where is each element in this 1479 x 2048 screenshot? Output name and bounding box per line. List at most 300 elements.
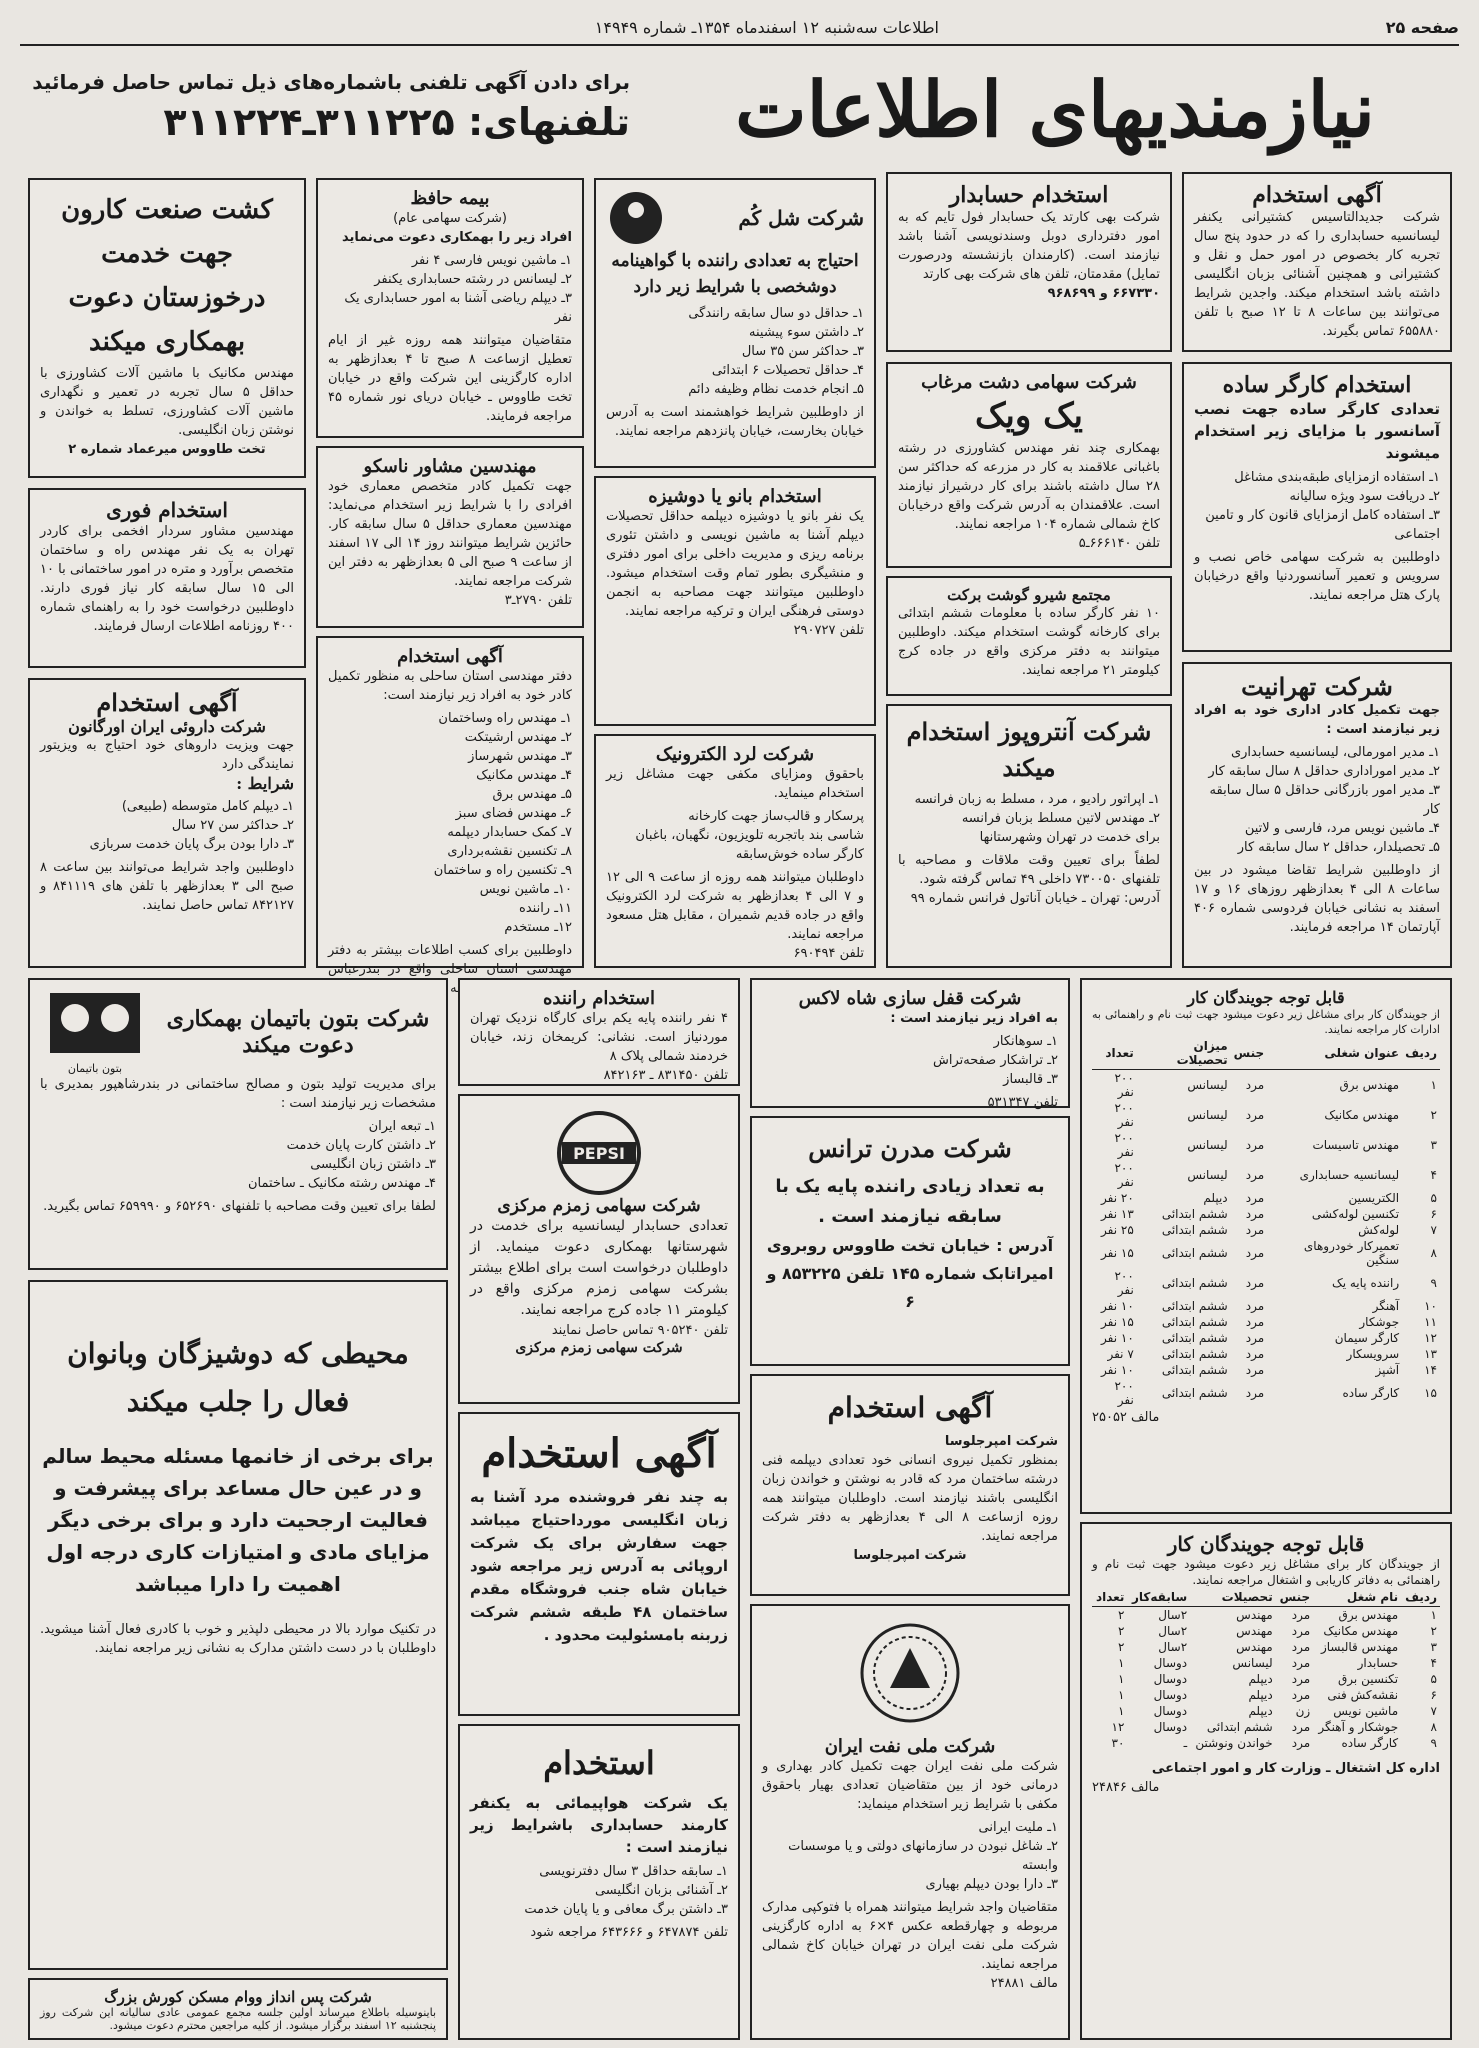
baton-contact: لطفا برای تعیین وقت مصاحبه با تلفنهای ۶۵۲۶۹۰ و ۶۵۹۹۹۰ تماس بگیرید. [43, 1199, 436, 1214]
table-cell: ششم ابتدائی [1161, 1363, 1228, 1377]
shellcom-contact: از داوطلبین شرایط خواهشمند است به آدرس خیابان بخارست، خیابان پانزدهم مراجعه نمایند. [606, 405, 864, 439]
table-cell: دوسال [1153, 1704, 1188, 1718]
ad-bimeh [316, 178, 584, 438]
table-cell: ۵ [1430, 1191, 1437, 1205]
kar1-col-header: تعداد [1092, 1037, 1137, 1070]
ad-lord [594, 734, 876, 968]
kar1-col-header: عنوان شغلی [1267, 1037, 1402, 1070]
kar2-table [1092, 1588, 1440, 1751]
banu-title: استخدام بانو یا دوشیزه [648, 486, 822, 507]
entropoz-item: ۱ـ اپراتور رادیو ، مرد ، مسلط به زبان فرانسه [914, 792, 1160, 807]
table-cell: ۷ نفر [1107, 1347, 1134, 1361]
table-cell: ۱۵ نفر [1101, 1315, 1134, 1329]
table-cell: لیسانس [1187, 1108, 1228, 1122]
shellcom-item: ۱ـ حداقل دو سال سابقه رانندگی [688, 306, 864, 321]
table-cell: ششم ابتدائی [1161, 1207, 1228, 1221]
kargar-sadeh-item: ۳ـ استفاده کامل ازمزایای قانون کار و تامین اجتماعی [1205, 508, 1440, 542]
table-cell: ۱۲ [1111, 1720, 1125, 1734]
kargar-sadeh-body: تعدادی کارگر ساده جهت نصب آسانسور با مزایای زیر استخدام میشوند [1194, 400, 1440, 462]
fori-body: مهندسین مشاور سردار افخمی برای کاردر تهران به یک نفر مهندس راه و ساختمان متخصص برآورد و متره در امور ساختمانی با ۱۰ الی ۱۵ سال سابقه کار نیاز فوری دارند. داوطلبین درخواست خود را به راهنمای شماره ۴۰۰ روزنامه اطلاعات ارسال فرمایند. [40, 524, 294, 634]
shellcom-title: احتیاج به تعدادی راننده با گواهینامه دوشخصی با شرایط زیر دارد [611, 251, 859, 297]
baton-header [40, 988, 436, 1075]
table-row [1092, 1671, 1440, 1687]
ad-agahi-big [458, 1412, 740, 1716]
sahel-contact: داوطلبین برای کسب اطلاعات بیشتر به دفتر مهندسی استان ساحلی واقع در بندرعباس [328, 943, 572, 977]
sahel-item: ۹ـ تکنسین راه و ساختمان [433, 863, 572, 878]
table-cell: نقشه‌کش فنی [1327, 1688, 1399, 1702]
ranandeh-phone: تلفن ۸۳۱۴۵۰ ـ ۸۴۲۱۶۳ [603, 1068, 728, 1083]
table-cell: ۱ [1117, 1672, 1125, 1686]
table-row [1092, 1378, 1440, 1408]
shellcom-brand: شرکت شل کُم [738, 206, 864, 230]
ad-mohiti [28, 1280, 448, 1970]
table-cell: لیسانسیه حسابداری [1299, 1168, 1400, 1182]
table-cell: ششم ابتدائی [1161, 1223, 1228, 1237]
mohiti-title: محیطی که دوشیزگان وبانوان فعال را جلب میکند [67, 1337, 409, 1418]
bimeh-body: افراد زیر را بهمکاری دعوت می‌نماید [341, 230, 572, 245]
darouei-subtitle: شرکت داروئی ایران اورگانون [68, 717, 266, 736]
karun-address: تخت طاووس میرعماد شماره ۲ [68, 442, 266, 457]
table-cell: دیپلم [1248, 1688, 1273, 1702]
lord-contact: داوطلبان میتوانند همه روزه از ساعت ۹ الی ۱۲ و ۷ الی ۴ بعدازظهر به شرکت لرد الکترونیک واقع در جاده قدیم شمیران ، مقابل هتل مسعود مراجعه نمایند. [606, 870, 864, 942]
shahlax-phone: تلفن ۵۳۱۳۴۷ [987, 1095, 1058, 1110]
nasko-title: مهندسین مشاور ناسکو [363, 456, 537, 477]
havapeyma-item: ۲ـ آشنائی بزبان انگلیسی [594, 1883, 728, 1898]
emperjello-body: بمنظور تکمیل نیروی انسانی خود تعدادی دیپلمه فنی درشته ساختمان مرد که قادر به نوشتن و خواندن زبان انگلیسی باشند نیازمند است. داوطلبان میتوانند همه روزه ازساعت ۸ الی ۴ بعدازظهر به دفتر شرکت مراجعه نمایند. [762, 1453, 1058, 1544]
kar2-col-header: تحصیلات [1190, 1588, 1276, 1607]
table-cell: ششم ابتدائی [1161, 1347, 1228, 1361]
hesabdar-body: شرکت بهی کارتد یک حسابدار فول تایم که به امور دفترداری دوبل وسندنویسی آشنا باشد نیازمند است. (کارمندان بازنشسته ودرصورت تمایل) مقدمتان، تلفن های شرکت بهی کارتد [898, 210, 1160, 282]
kargar-sadeh-title: استخدام کارگر ساده [1222, 372, 1412, 398]
table-row [1092, 1314, 1440, 1330]
table-cell: مهندس مکانیک [1323, 1624, 1399, 1638]
ad-sahel [316, 636, 584, 977]
table-cell: ۲ [1117, 1640, 1125, 1654]
lord-items [606, 807, 864, 864]
pepsi-title: شرکت سهامی زمزم مرکزی [497, 1196, 701, 1216]
table-cell: جوشکار [1359, 1315, 1400, 1329]
lord-body: باحقوق ومزایای مکفی جهت مشاغل زیر استخدام مینماید. [606, 767, 864, 801]
table-row [1092, 1655, 1440, 1671]
bimeh-contact: متقاضیان میتوانند همه روزه غیر از ایام تعطیل ازساعت ۸ صبح تا ۴ بعدازظهر به اداره کارگزینی این شرکت واقع در خیابان تخت طاووس ـ خیابان دریای نور شماره ۴۵ مراجعه فرمایند. [328, 333, 572, 424]
entropoz-items [898, 790, 1160, 847]
lord-item: کارگر ساده خوش‌سابقه [735, 847, 864, 862]
pasandaz-title: شرکت پس انداز ووام مسکن کورش بزرگ [104, 1988, 372, 2006]
phone-box [30, 70, 630, 170]
kar2-body: از جویندگان کار برای مشاغل زیر دعوت میشود جهت ثبت نام و راهنمائی به دفاتر کاریابی و اشتغال مراجعه نمایند. [1092, 1557, 1440, 1587]
masthead-title: نیازمندیهای اطلاعات [735, 65, 1375, 154]
kargar-sadeh-item: ۱ـ استفاده ازمزایای طبقه‌بندی مشاغل [1234, 470, 1440, 485]
hesabdar-title: استخدام حسابدار [949, 182, 1109, 208]
table-cell: ۱۰ نفر [1101, 1363, 1134, 1377]
table-cell: تکنسین لوله‌کشی [1311, 1207, 1400, 1221]
table-cell: لیسانس [1187, 1168, 1228, 1182]
kar2-col-header: جنس [1276, 1588, 1313, 1607]
lord-item: پرسکار و قالب‌ساز جهت کارخانه [688, 809, 864, 824]
emperjello-sign: شرکت امپرجلوسا [853, 1548, 967, 1563]
table-cell: ۲ [1117, 1608, 1125, 1622]
tehranit-item: ۴ـ ماشین نویس مرد، فارسی و لاتین [1244, 821, 1440, 836]
nafti-body: شرکت ملی نفت ایران جهت تکمیل کادر بهداری و درمانی خود از بین متقاضیان تعدادی بهیار باحقوق مکفی با شرایط زیر استخدام مینماید: [762, 1759, 1058, 1812]
nafti-items [762, 1818, 1058, 1894]
table-cell: ۹ [1430, 1736, 1437, 1750]
table-row [1092, 1607, 1440, 1624]
tehranit-title: شرکت تهرانیت [1241, 672, 1393, 701]
table-cell: مرد [1245, 1299, 1265, 1313]
tehranit-item: ۱ـ مدیر امورمالی، لیسانسیه حسابداری [1230, 745, 1440, 760]
page-number: صفحه ۲۵ [1385, 18, 1459, 37]
table-cell: جوشکار و آهنگر [1318, 1720, 1399, 1734]
kar2-footer: اداره کل اشتغال ـ وزارت کار و امور اجتماعی [1151, 1761, 1440, 1776]
havapeyma-items [470, 1862, 728, 1919]
table-cell: ۷ [1430, 1223, 1437, 1237]
table-cell: ۱۰ نفر [1101, 1331, 1134, 1345]
kargar-sadeh-item: ۲ـ دریافت سود ویژه سالیانه [1289, 489, 1440, 504]
table-cell: لیسانس [1187, 1078, 1228, 1092]
sahel-item: ۸ـ تکنسین نقشه‌برداری [447, 844, 572, 859]
entropoz-contact: لطفاً برای تعیین وقت ملاقات و مصاحبه با تلفنهای ۷۳۰۰۵۰ داخلی ۴۹ تماس گرفته شود. [898, 853, 1160, 887]
table-cell: مرد [1245, 1386, 1265, 1400]
shahlax-item: ۱ـ سوهانکار [993, 1034, 1058, 1049]
table-cell: کارگر ساده [1341, 1736, 1399, 1750]
baton-item: ۱ـ تبعه ایران [368, 1119, 436, 1134]
table-cell: لیسانس [1232, 1656, 1273, 1670]
table-cell: ۲سال [1158, 1608, 1188, 1622]
havapeyma-body: یک شرکت هواپیمائی به یکنفر کارمند حسابداری باشرایط زیر نیازمند است : [470, 1794, 728, 1856]
table-cell: خواندن ونوشتن [1195, 1736, 1273, 1750]
table-cell: ۴ [1430, 1168, 1437, 1182]
table-cell: ۱۵ [1424, 1386, 1437, 1400]
darouei-cond: ۳ـ دارا بودن برگ پایان خدمت سربازی [89, 837, 294, 852]
entropoz-item: برای خدمت در تهران وشهرستانها [979, 830, 1160, 845]
bimeh-sub: (شرکت سهامی عام) [393, 211, 507, 226]
table-cell: ۲۰ نفر [1101, 1191, 1134, 1205]
table-cell: مهندس تاسیسات [1312, 1138, 1400, 1152]
table-cell: ۵ [1430, 1672, 1437, 1686]
banu-body: یک نفر بانو یا دوشیزه دیپلمه حداقل تحصیلات دیپلم آشنا به ماشین نویسی و داشتن تئوری برنامه ریزی و مدیریت داخلی برای امور دفتری و منشیگری بطور تمام وقت استخدام میشود. داوطلبین میتوانند جهت مصاحبه به انجمن دوستی فرهنگی ایران و ترکیه مراجعه نمایند. [606, 509, 864, 619]
kargar-sadeh-contact: داوطلبین به شرکت سهامی خاص نصب و سرویس و تعمیر آسانسوردنیا واقع درخیابان پارک هتل مراجعه نمایند. [1194, 550, 1440, 603]
ad-hesabdar [886, 172, 1172, 352]
top-rule [20, 44, 1459, 46]
table-cell: مرد [1245, 1191, 1265, 1205]
table-cell: ۲ [1430, 1624, 1437, 1638]
banu-phone: تلفن ۲۹۰۷۲۷ [793, 623, 864, 638]
shellcom-item: ۲ـ داشتن سوء پیشینه [749, 325, 864, 340]
table-cell: ششم ابتدائی [1161, 1246, 1228, 1260]
table-cell: ۲۰۰ نفر [1114, 1161, 1134, 1189]
table-cell: ۲سال [1158, 1624, 1188, 1638]
table-cell: ششم ابتدائی [1161, 1299, 1228, 1313]
table-row [1092, 1330, 1440, 1346]
table-cell: مرد [1245, 1108, 1265, 1122]
table-cell: ۳ [1430, 1138, 1437, 1152]
ad-kar1 [1080, 978, 1452, 1514]
shellcom-item: ۳ـ حداکثر سن ۳۵ سال [741, 344, 864, 359]
darouei-cond-title: شرایط : [236, 774, 294, 793]
table-cell: مهندس برق [1339, 1078, 1400, 1092]
madrentrans-body: به تعداد زیادی راننده پایه یک با سابقه نیازمند است . [775, 1176, 1045, 1227]
entropoz-item: ۲ـ مهندس لاتین مسلط بزبان فرانسه [961, 811, 1160, 826]
bimeh-item: ۲ـ لیسانس در رشته حسابداری یکنفر [374, 272, 572, 287]
kar2-title: قابل توجه جویندگان کار [1167, 1532, 1365, 1556]
table-cell: مرد [1245, 1246, 1265, 1260]
sahel-item: ۳ـ مهندس شهرساز [468, 749, 572, 764]
table-cell: مرد [1291, 1720, 1311, 1734]
table-cell: ۷ [1430, 1704, 1437, 1718]
pepsi-logo [470, 1108, 728, 1174]
ad-havapeyma [458, 1724, 740, 2040]
shirou-title: مجتمع شیرو گوشت برکت [947, 586, 1111, 604]
table-cell: ۲ [1117, 1624, 1125, 1638]
table-row [1092, 1623, 1440, 1639]
table-cell: ۹ [1430, 1276, 1437, 1290]
ad-entropoz [886, 704, 1172, 968]
lord-item: شاسی بند باتجربه تلویزیون، نگهبان، باغبان [635, 828, 864, 843]
shahlax-title: شرکت قفل سازی شاه لاکس [798, 988, 1022, 1009]
table-cell: مرد [1245, 1078, 1265, 1092]
darouei-body: جهت ویزیت داروهای خود احتیاج به ویزیتور نمایندگی دارد [40, 738, 294, 772]
table-cell: حسابدار [1357, 1656, 1399, 1670]
pasandaz-body: باینوسیله باطلاع میرساند اولین جلسه مجمع عمومی عادی سالیانه این شرکت روز پنجشنبه ۱۲ اسفند برگزار میشود. از کلیه مراجعین محترم دعوت میشود. [40, 2006, 436, 2032]
table-cell: ۲ [1430, 1108, 1437, 1122]
ranandeh-body: ۴ نفر راننده پایه یکم برای کارگاه نزدیک تهران موردنیاز است. نشانی: کریمخان زند، خیابان خردمند شمالی پلاک ۸ [470, 1011, 728, 1064]
table-cell: ۶ [1430, 1207, 1437, 1221]
table-row [1092, 1719, 1440, 1735]
nafti-contact: متقاضیان واجد شرایط میتوانند همراه با فتوکپی مدارک مربوطه و چهارقطعه عکس ۴×۶ به اداره کارگزینی شرکت ملی نفت ایران در تهران خیابان کاخ شمالی مراجعه نمایند. [762, 1900, 1058, 1972]
table-row [1092, 1130, 1440, 1160]
bimeh-items [328, 251, 572, 327]
ad-emperjello [750, 1374, 1070, 1596]
shahlax-item: ۳ـ قالبساز [1003, 1072, 1058, 1087]
ad-dasht [886, 362, 1172, 568]
table-cell: دوسال [1153, 1688, 1188, 1702]
table-cell: سرویسکار [1346, 1347, 1400, 1361]
ad-banu [594, 476, 876, 726]
table-cell: مرد [1291, 1736, 1311, 1750]
kar1-body: از جویندگان کار برای مشاغل زیر دعوت میشود جهت ثبت نام و راهنمائی به ادارات کار مراجعه نمایند. [1092, 1008, 1440, 1036]
ad-ranandeh [458, 978, 740, 1086]
sahel-item: ۷ـ کمک حسابدار دیپلمه [447, 825, 572, 840]
table-cell: مهندس قالبساز [1320, 1640, 1399, 1654]
bimeh-item: ۳ـ دیپلم ریاضی آشنا به امور حسابداری یک نفر [344, 291, 572, 325]
nafti-title: شرکت ملی نفت ایران [824, 1736, 996, 1757]
bimeh-item: ۱ـ ماشین نویس فارسی ۴ نفر [411, 253, 572, 268]
table-cell: ۱ [1117, 1688, 1125, 1702]
havapeyma-title: استخدام [543, 1744, 655, 1782]
dasht-big: یک ویک [974, 396, 1084, 436]
table-cell: ۴ [1430, 1656, 1437, 1670]
table-cell: آشپز [1375, 1363, 1400, 1377]
ad-shirou [886, 576, 1172, 696]
kar2-header-row [1092, 1588, 1440, 1607]
baton-logo-icon [45, 988, 145, 1058]
kar1-header-row [1092, 1037, 1440, 1070]
table-cell: دیپلم [1248, 1672, 1273, 1686]
ad-tehranit [1182, 662, 1452, 968]
masthead [655, 55, 1455, 165]
entropoz-title: شرکت آنتروپوز استخدام میکند [906, 717, 1152, 782]
keshtirani-body: شرکت جدیدالتاسیس کشتیرانی یکنفر لیسانسیه حسابداری را که در حدود پنج سال تجربه کار بخصوص در امور حمل و نقل و کشتیرانی و همچنین آشنائی بزبان انگلیسی داشته باشد استخدام میکند. واجدین شرایط می‌توانند بین ساعات ۸ تا ۱۲ صبح با تلفن ۶۵۵۸۸۰ تماس بگیرند. [1194, 210, 1441, 339]
shellcom-items [606, 304, 864, 399]
table-cell: زن [1295, 1704, 1311, 1718]
sahel-item: ۶ـ مهندس فضای سبز [455, 806, 572, 821]
table-cell: ششم ابتدائی [1161, 1276, 1228, 1290]
table-cell: ۸ [1430, 1720, 1437, 1734]
baton-title: شرکت بتون باتیمان بهمکاری دعوت میکند [166, 1005, 430, 1058]
nasko-body: جهت تکمیل کادر متخصص معماری خود افرادی را با شرایط زیر استخدام می‌نماید: مهندسین معماری حداقل ۵ سال سابقه کار. حائزین شرایط میتوانند روز ۱۴ الی ۱۷ اسفند از ساعت ۹ صبح الی ۵ بعدازظهر به دفتر این شرکت مراجعه نمایند. [328, 479, 572, 589]
table-cell: ۱۳ نفر [1101, 1207, 1134, 1221]
sahel-title: آگهی استخدام [397, 646, 503, 667]
table-cell: مرد [1245, 1223, 1265, 1237]
darouei-cond: ۲ـ حداکثر سن ۲۷ سال [171, 818, 294, 833]
table-cell: ۱۰ [1424, 1299, 1437, 1313]
table-cell: دوسال [1153, 1672, 1188, 1686]
sahel-item: ۱۱ـ راننده [519, 901, 572, 916]
sahel-body: دفتر مهندسی استان ساحلی به منظور تکمیل کادر خود به افراد زیر نیازمند است: [328, 669, 572, 703]
table-cell: ۱۵ نفر [1101, 1246, 1134, 1260]
kar1-title: قابل توجه جویندگان کار [1187, 988, 1345, 1007]
bimeh-title: بیمه حافظ [410, 188, 490, 209]
ad-fori [28, 488, 306, 668]
table-cell: مرد [1291, 1640, 1311, 1654]
ad-madrentrans [750, 1116, 1070, 1366]
dateline: اطلاعات سه‌شنبه ۱۲ اسفندماه ۱۳۵۴ـ شماره ۱۴۹۴۹ [594, 18, 939, 37]
table-row [1092, 1070, 1440, 1101]
sahel-item: ۵ـ مهندس برق [492, 787, 572, 802]
tehranit-item: ۳ـ مدیر امور بازرگانی حداقل ۵ سال سابقه کار [1209, 783, 1440, 817]
havapeyma-item: ۳ـ داشتن برگ معافی و یا پایان خدمت [524, 1902, 728, 1917]
table-cell: مرد [1245, 1207, 1265, 1221]
phone-intro: برای دادن آگهی تلفنی باشماره‌های ذیل تماس حاصل فرمائید [32, 70, 630, 94]
kar1-ref: مالف ۲۵۰۵۲ [1092, 1410, 1160, 1425]
table-cell: ۱۱ [1424, 1315, 1437, 1329]
kar2-col-header: نام شغل [1313, 1588, 1401, 1607]
nafti-item: ۳ـ دارا بودن دیپلم بهیاری [925, 1877, 1058, 1892]
table-cell: الکتریسین [1348, 1191, 1400, 1205]
table-cell: مرد [1291, 1656, 1311, 1670]
ad-pepsi [458, 1094, 740, 1404]
sahel-item: ۲ـ مهندس ارشیتکت [464, 730, 572, 745]
sahel-item: ۱ـ مهندس راه وساختمان [438, 711, 572, 726]
table-cell: ۳ [1430, 1640, 1437, 1654]
kar2-col-header: ردیف [1401, 1588, 1440, 1607]
nafti-item: ۲ـ شاغل نبودن در سازمانهای دولتی و یا موسسات وابسته [788, 1839, 1058, 1873]
table-row [1092, 1362, 1440, 1378]
lord-phone: تلفن ۶۹۰۴۹۴ [793, 946, 864, 961]
havapeyma-item: ۱ـ سابقه حداقل ۳ سال دفترنویسی [539, 1864, 728, 1879]
ad-baton [28, 978, 448, 1270]
table-cell: ـ [1183, 1736, 1188, 1750]
table-cell: مرد [1245, 1331, 1265, 1345]
nafti-logo-icon [855, 1618, 965, 1728]
table-row [1092, 1735, 1440, 1751]
table-cell: مرد [1291, 1624, 1311, 1638]
table-cell: ۱ [1117, 1704, 1125, 1718]
table-cell: ۶ [1430, 1688, 1437, 1702]
table-cell: ۱۳ [1424, 1347, 1437, 1361]
table-row [1092, 1703, 1440, 1719]
kargar-sadeh-items [1194, 468, 1440, 544]
kar1-table [1092, 1037, 1440, 1408]
kar1-col-header: میزان تحصیلات [1137, 1037, 1231, 1070]
table-cell: مرد [1245, 1315, 1265, 1329]
table-cell: مهندس [1236, 1624, 1273, 1638]
keshtirani-title: آگهی استخدام [1252, 182, 1382, 208]
table-cell: مرد [1291, 1672, 1311, 1686]
table-cell: مرد [1245, 1347, 1265, 1361]
mohiti-body: برای برخی از خانمها مسئله محیط سالم و در عین حال مساعد برای پیشرفت و فعالیت ارجحیت دارد و برای برخی دیگر مزایای مادی و امتیازات کاری درجه اول اهمیت را دارا میباشد [42, 1444, 434, 1596]
nafti-item: ۱ـ ملیت ایرانی [978, 1820, 1058, 1835]
sahel-item: ۴ـ مهندس مکانیک [476, 768, 572, 783]
table-cell: ۱۲ [1424, 1331, 1437, 1345]
table-cell: دوسال [1153, 1656, 1188, 1670]
ad-keshtirani [1182, 172, 1452, 352]
table-cell: مرد [1245, 1138, 1265, 1152]
table-cell: ماشین نویس [1333, 1704, 1399, 1718]
pepsi-phone: تلفن ۹۰۵۲۴۰ تماس حاصل نمایند [551, 1323, 728, 1338]
tehranit-contact: از داوطلبین شرایط تقاضا میشود در بین ساعات ۸ الی ۴ بعدازظهر روزهای ۱۶ و ۱۷ اسفند به نشانی خیابان فردوسی شماره ۴۰۶ آپارتمان ۱۴ مراجعه فرمایند. [1194, 863, 1440, 935]
kar2-col-header: سابقه‌کار [1127, 1588, 1190, 1607]
table-row [1092, 1639, 1440, 1655]
sahel-items [328, 709, 572, 937]
dasht-title: شرکت سهامی دشت مرغاب [921, 372, 1137, 393]
kar1-col-header: ردیف [1402, 1037, 1440, 1070]
nafti-logo [762, 1618, 1058, 1732]
entropoz-address: آدرس: تهران ـ خیابان آناتول فرانس شماره ۹۹ [910, 891, 1160, 906]
madrentrans-title: شرکت مدرن ترانس [808, 1134, 1012, 1163]
table-cell: تکنسین برق [1338, 1672, 1399, 1686]
dasht-phone: تلفن ۶۶۶۱۴۰ـ۵ [1078, 536, 1160, 551]
table-row [1092, 1346, 1440, 1362]
table-cell: دوسال [1153, 1720, 1188, 1734]
phone-numbers: تلفنهای: ۳۱۱۲۲۵ـ۳۱۱۲۲۴ [163, 100, 630, 144]
table-cell: مهندس [1236, 1640, 1273, 1654]
emperjello-sub: شرکت امپرجلوسا [944, 1434, 1058, 1449]
table-cell: مهندس برق [1338, 1608, 1399, 1622]
shahlax-items [762, 1032, 1058, 1089]
hesabdar-phone: ۶۶۷۳۳۰ و ۹۶۸۶۹۹ [1047, 286, 1160, 301]
shellcom-header [606, 188, 864, 248]
table-row [1092, 1206, 1440, 1222]
emperjello-title: آگهی استخدام [827, 1391, 993, 1424]
ad-darouei [28, 678, 306, 968]
table-cell: ۲۰۰ نفر [1114, 1379, 1134, 1407]
table-cell: ششم ابتدائی [1161, 1331, 1228, 1345]
shellcom-item: ۴ـ حداقل تحصیلات ۶ ابتدائی [711, 363, 864, 378]
sahel-item: ۱۰ـ ماشین نویس [479, 882, 572, 897]
tehranit-items [1194, 743, 1440, 857]
sahel-item: ۱۲ـ مستخدم [504, 920, 572, 935]
table-cell: لوله‌کش [1358, 1223, 1400, 1237]
table-row [1092, 1238, 1440, 1268]
table-cell: ۲۰۰ نفر [1114, 1269, 1134, 1297]
pepsi-logo-text: PEPSI [573, 1144, 625, 1163]
madrentrans-address: آدرس : خیابان تخت طاووس روبروی امیراتابک شماره ۱۴۵ تلفن ۸۵۳۲۲۵ و ۶ [766, 1236, 1054, 1311]
table-cell: کارگر ساده [1342, 1386, 1400, 1400]
table-cell: راننده پایه یک [1331, 1276, 1400, 1290]
baton-logo [40, 988, 150, 1075]
table-cell: ششم ابتدائی [1206, 1720, 1273, 1734]
ranandeh-title: استخدام راننده [542, 988, 655, 1009]
table-cell: مهندس مکانیک [1324, 1108, 1400, 1122]
tehranit-item: ۲ـ مدیر اموراداری حداقل ۸ سال سابقه کار [1208, 764, 1440, 779]
top-line [20, 18, 1459, 40]
table-row [1092, 1687, 1440, 1703]
table-cell: ۲۰۰ نفر [1114, 1131, 1134, 1159]
kar2-ref: مالف ۲۴۸۴۶ [1092, 1780, 1160, 1795]
baton-item: ۲ـ داشتن کارت پایان خدمت [286, 1138, 436, 1153]
table-row [1092, 1222, 1440, 1238]
